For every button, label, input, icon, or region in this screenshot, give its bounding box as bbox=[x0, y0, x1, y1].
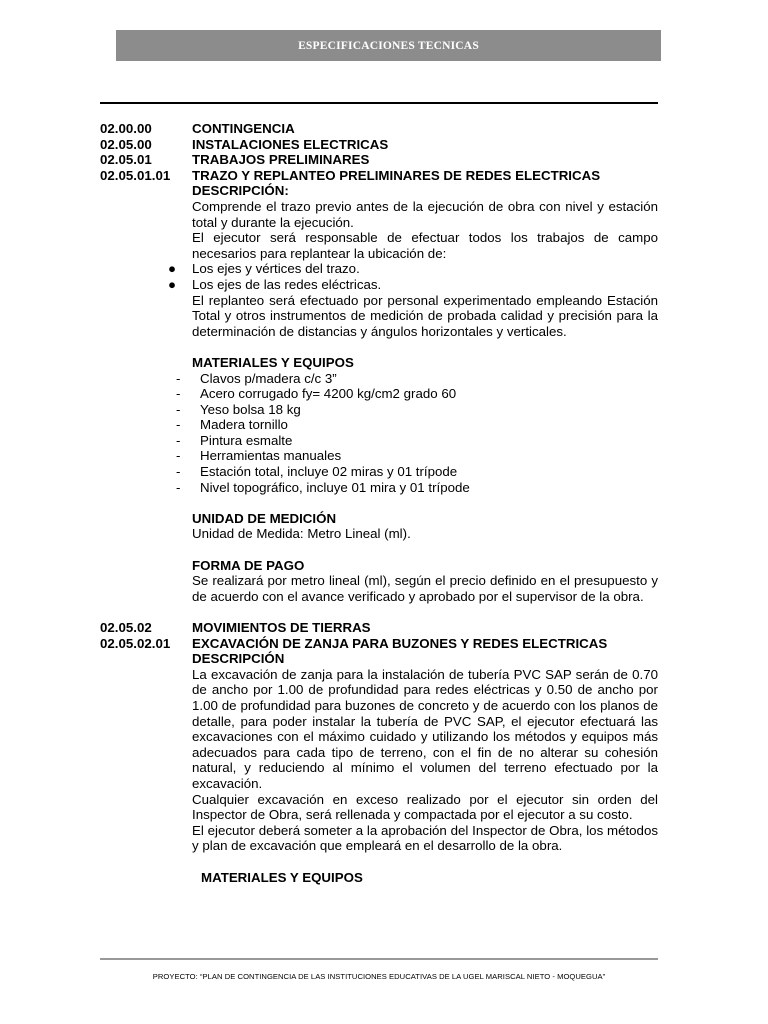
bullet-icon: ● bbox=[168, 276, 177, 292]
bullet-icon: ● bbox=[168, 261, 177, 277]
payment-heading: FORMA DE PAGO bbox=[192, 557, 305, 573]
paragraph: Unidad de Medida: Metro Lineal (ml). bbox=[192, 526, 411, 542]
footer-project-text: PROYECTO: “PLAN DE CONTINGENCIA DE LAS INSTITUCIONES EDUCATIVAS DE LA UGEL MARISCAL NIETO - MOQUEGUA” bbox=[152, 972, 606, 981]
list-item-text: Herramientas manuales bbox=[200, 448, 342, 464]
document-header-title: ESPECIFICACIONES TECNICAS bbox=[298, 39, 479, 52]
header-bar bbox=[116, 30, 661, 61]
list-item: - Clavos p/madera c/c 3” bbox=[176, 370, 337, 386]
paragraph: El ejecutor será responsable de efectuar todos los trabajos de campo necesarios para replantear la ubicación de: bbox=[192, 230, 658, 261]
section-title: TRAZO Y REPLANTEO PRELIMINARES DE REDES ELECTRICAS bbox=[192, 167, 601, 183]
paragraph: El replanteo será efectuado por personal experimentado empleando Estación Total y otros instrumentos de medición de probada calidad y precisión para la determinación de distancias y ángulos horizontales y verticales. bbox=[192, 292, 658, 339]
section-title: INSTALACIONES ELECTRICAS bbox=[192, 136, 389, 152]
section-heading bbox=[100, 121, 658, 137]
paragraph: El ejecutor deberá someter a la aprobación del Inspector de Obra, los métodos y plan de excavación que empleará en el desarrollo de la obra. bbox=[192, 822, 658, 854]
description-heading: DESCRIPCIÓN: bbox=[192, 183, 289, 199]
list-item: - Acero corrugado fy= 4200 kg/cm2 grado 60 bbox=[176, 386, 457, 402]
section-title: TRABAJOS PRELIMINARES bbox=[192, 152, 370, 168]
document-body bbox=[100, 121, 658, 885]
list-item-text: Yeso bolsa 18 kg bbox=[200, 401, 301, 417]
list-item: - Nivel topográfico, incluye 01 mira y 01 trípode bbox=[176, 479, 470, 495]
list-item bbox=[168, 277, 658, 293]
list-item: - Yeso bolsa 18 kg bbox=[176, 401, 301, 417]
header-divider bbox=[100, 102, 658, 104]
list-item-text: Los ejes y vértices del trazo. bbox=[192, 261, 360, 277]
list-item bbox=[168, 261, 658, 277]
footer-divider bbox=[100, 958, 658, 960]
list-item-text: Nivel topográfico, incluye 01 mira y 01 trípode bbox=[200, 479, 470, 495]
section-title: MOVIMIENTOS DE TIERRAS bbox=[192, 620, 371, 635]
section-heading bbox=[100, 620, 658, 636]
paragraph: Comprende el trazo previo antes de la ejecución de obra con nivel y estación total y durante la ejecución. bbox=[192, 198, 658, 230]
list-item-text: Pintura esmalte bbox=[200, 432, 293, 448]
list-item: - Madera tornillo bbox=[176, 417, 288, 433]
list-item-text: Acero corrugado fy= 4200 kg/cm2 grado 60 bbox=[200, 386, 457, 402]
materials-heading: MATERIALES Y EQUIPOS bbox=[201, 869, 363, 885]
list-item: - Pintura esmalte bbox=[176, 432, 293, 448]
description-heading: DESCRIPCIÓN bbox=[192, 651, 285, 667]
paragraph: Cualquier excavación en exceso realizado por el ejecutor sin orden del Inspector de Obra, será rellenada y compactada por el ejecutor a su costo. bbox=[192, 791, 658, 823]
section-code: 02.05.00 bbox=[100, 136, 152, 152]
unit-heading: UNIDAD DE MEDICIÓN bbox=[192, 510, 337, 526]
section-code: 02.05.02.01 bbox=[100, 635, 171, 651]
section-code: 02.05.01.01 bbox=[100, 167, 171, 183]
section-code: 02.05.02 bbox=[100, 620, 152, 635]
list-item: - Estación total, incluye 02 miras y 01 trípode bbox=[176, 464, 458, 480]
section-heading bbox=[100, 152, 658, 168]
section-title: EXCAVACIÓN DE ZANJA PARA BUZONES Y REDES ELECTRICAS bbox=[192, 635, 608, 651]
list-item-text: Estación total, incluye 02 miras y 01 trípode bbox=[200, 464, 458, 480]
paragraph: Se realizará por metro lineal (ml), según el precio definido en el presupuesto y de acuerdo con el avance verificado y aprobado por el supervisor de la obra. bbox=[192, 573, 658, 604]
materials-heading: MATERIALES Y EQUIPOS bbox=[192, 354, 354, 370]
list-item-text: Los ejes de las redes eléctricas. bbox=[192, 276, 382, 292]
list-item-text: Clavos p/madera c/c 3” bbox=[200, 370, 337, 386]
paragraph: La excavación de zanja para la instalación de tubería PVC SAP serán de 0.70 de ancho por 1.00 de profundidad para redes eléctricas y 0.50 de ancho por 1.00 de profundidad para buzones de concreto y de acuerdo con los planos de detalle, para poder instalar la tubería de PVC SAP, el ejecutor efectuará las excavaciones con el máximo cuidado y utilizando los métodos y equipos más adecuados para cada tipo de terreno, con el fin de no alterar su cohesión natural, y reduciendo al mínimo el volumen del terreno efectuado por la excavación. bbox=[192, 666, 658, 791]
section-heading bbox=[100, 137, 658, 153]
list-item-text: Madera tornillo bbox=[200, 417, 288, 433]
section-heading bbox=[100, 636, 658, 652]
section-heading bbox=[100, 168, 658, 184]
section-code: 02.00.00 bbox=[100, 121, 152, 136]
list-item: - Herramientas manuales bbox=[176, 448, 342, 464]
section-title: CONTINGENCIA bbox=[192, 121, 295, 136]
section-code: 02.05.01 bbox=[100, 152, 152, 168]
